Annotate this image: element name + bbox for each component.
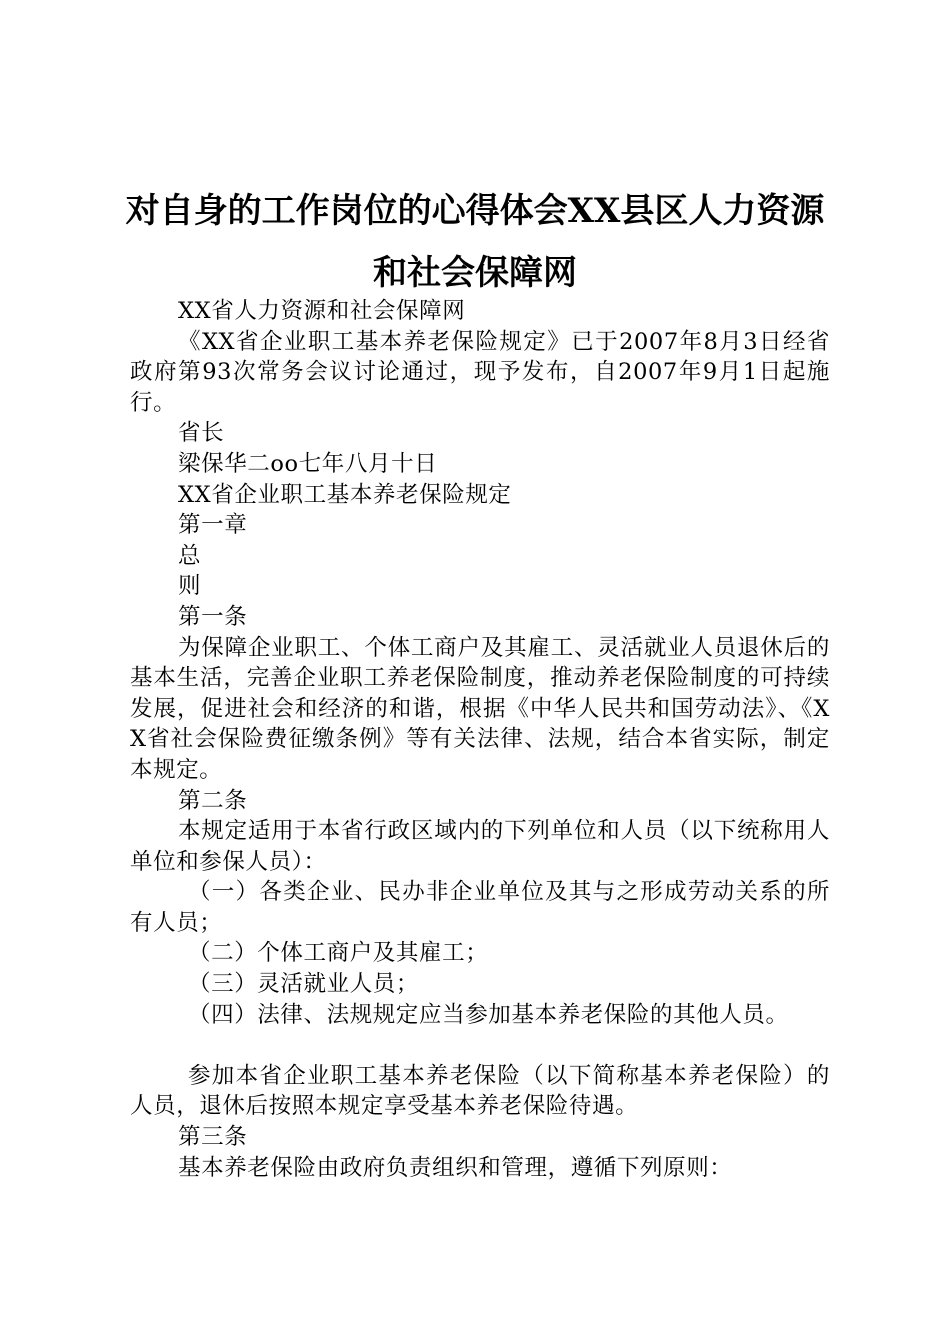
paragraph-signatory-title: 省长 (178, 420, 225, 447)
paragraph-article-1-body: 为保障企业职工、个体工商户及其雇工、灵活就业人员退休后的基本生活，完善企业职工养老保险制度，推动养老保险制度的可持续发展，促进社会和经济的和谐，根据《中华人民共和国劳动法》、《XX省社会保险费征缴条例》等有关法律、法规，结合本省实际，制定本规定。 (130, 634, 830, 783)
paragraph-article-2-item-3: （三）灵活就业人员； (188, 971, 420, 998)
paragraph-chapter-heading: 第一章 (178, 512, 248, 539)
document-title: 对自身的工作岗位的心得体会XX县区人力资源和社会保障网 (125, 191, 825, 293)
paragraph-source: XX省人力资源和社会保障网 (178, 298, 466, 324)
paragraph-article-1-heading: 第一条 (178, 603, 248, 630)
blank-line (130, 1030, 830, 1061)
paragraph-announcement: 《XX省企业职工基本养老保险规定》已于2007年8月3日经省政府第93次常务会议讨论通过，现予发布，自2007年9月1日起施行。 (130, 328, 830, 416)
document-body (130, 296, 830, 1183)
paragraph-article-2-scope: 参加本省企业职工基本养老保险（以下简称基本养老保险）的人员，退休后按照本规定享受基本养老保险待遇。 (130, 1062, 830, 1120)
paragraph-article-2-body: 本规定适用于本省行政区域内的下列单位和人员（以下统称用人单位和参保人员）： (130, 818, 830, 875)
paragraph-article-2-heading: 第二条 (178, 787, 248, 814)
paragraph-article-3-heading: 第三条 (178, 1124, 248, 1151)
paragraph-article-2-item-2: （二）个体工商户及其雇工； (188, 940, 489, 967)
paragraph-article-3-body: 基本养老保险由政府负责组织和管理，遵循下列原则： (178, 1154, 733, 1181)
paragraph-regulation-name: XX省企业职工基本养老保险规定 (178, 481, 512, 508)
paragraph-signatory-date: 梁保华二oo七年八月十日 (178, 450, 438, 477)
paragraph-chapter-name-1: 总 (178, 542, 202, 569)
paragraph-chapter-name-2: 则 (178, 573, 202, 600)
paragraph-article-2-item-1: （一）各类企业、民办非企业单位及其与之形成劳动关系的所有人员； (130, 879, 830, 936)
paragraph-article-2-item-4: （四）法律、法规规定应当参加基本养老保险的其他人员。 (188, 1001, 789, 1028)
